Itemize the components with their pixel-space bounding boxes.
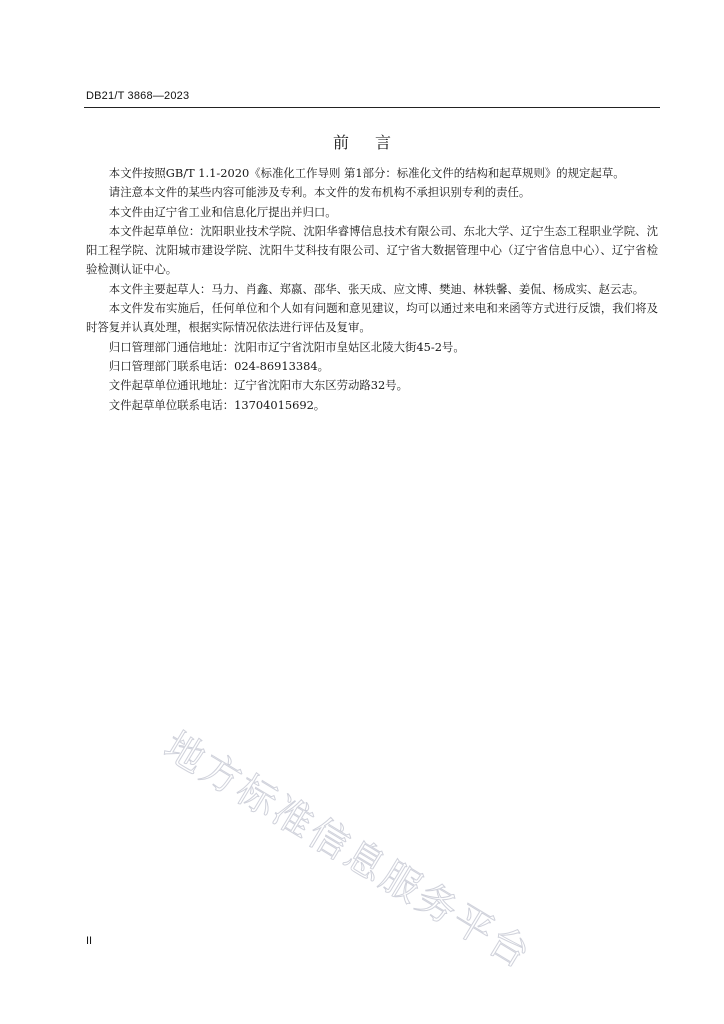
paragraph-drafters: 本文件主要起草人：马力、肖鑫、郑嬴、邵华、张天成、应文博、樊迪、林轶馨、姜侃、杨成实、赵云志。 bbox=[108, 281, 645, 296]
header-divider bbox=[84, 107, 660, 108]
paragraph-proposer: 本文件由辽宁省工业和信息化厅提出并归口。 bbox=[108, 204, 337, 219]
paragraph-drafting-rules: 本文件按照GB/T 1.1-2020《标准化工作导则 第1部分：标准化文件的结构和起草规则》的规定起草。 bbox=[108, 166, 625, 180]
paragraph-admin-address: 归口管理部门通信地址：沈阳市辽宁省沈阳市皇姑区北陵大街45-2号。 bbox=[108, 339, 465, 354]
page-number: II bbox=[86, 935, 93, 947]
section-title: 前言 bbox=[332, 133, 417, 152]
paragraph-admin-phone: 归口管理部门联系电话：024-86913384。 bbox=[108, 358, 330, 373]
paragraph-drafter-address: 文件起草单位通讯地址：辽宁省沈阳市大东区劳动路32号。 bbox=[108, 378, 409, 393]
paragraph-drafting-units: 本文件起草单位：沈阳职业技术学院、沈阳华睿博信息技术有限公司、东北大学、辽宁生态工程职业学院、沈阳工程学院、沈阳城市建设学院、沈阳牛艾科技有限公司、辽宁省大数据管理中心（辽宁省信息中心）、辽宁省检验检测认证中心。 bbox=[86, 223, 658, 277]
document-code: DB21/T 3868—2023 bbox=[86, 90, 190, 102]
paragraph-patent-notice: 请注意本文件的某些内容可能涉及专利。本文件的发布机构不承担识别专利的责任。 bbox=[108, 185, 531, 200]
foreword-body bbox=[86, 164, 658, 415]
watermark: 地方标准信息服务平台 bbox=[156, 723, 540, 979]
paragraph-feedback: 本文件发布实施后，任何单位和个人如有问题和意见建议，均可以通过来电和来函等方式进行反馈，我们将及时答复并认真处理，根据实际情况依法进行评估及复审。 bbox=[86, 301, 658, 335]
paragraph-drafter-phone: 文件起草单位联系电话：13704015692。 bbox=[108, 397, 326, 412]
